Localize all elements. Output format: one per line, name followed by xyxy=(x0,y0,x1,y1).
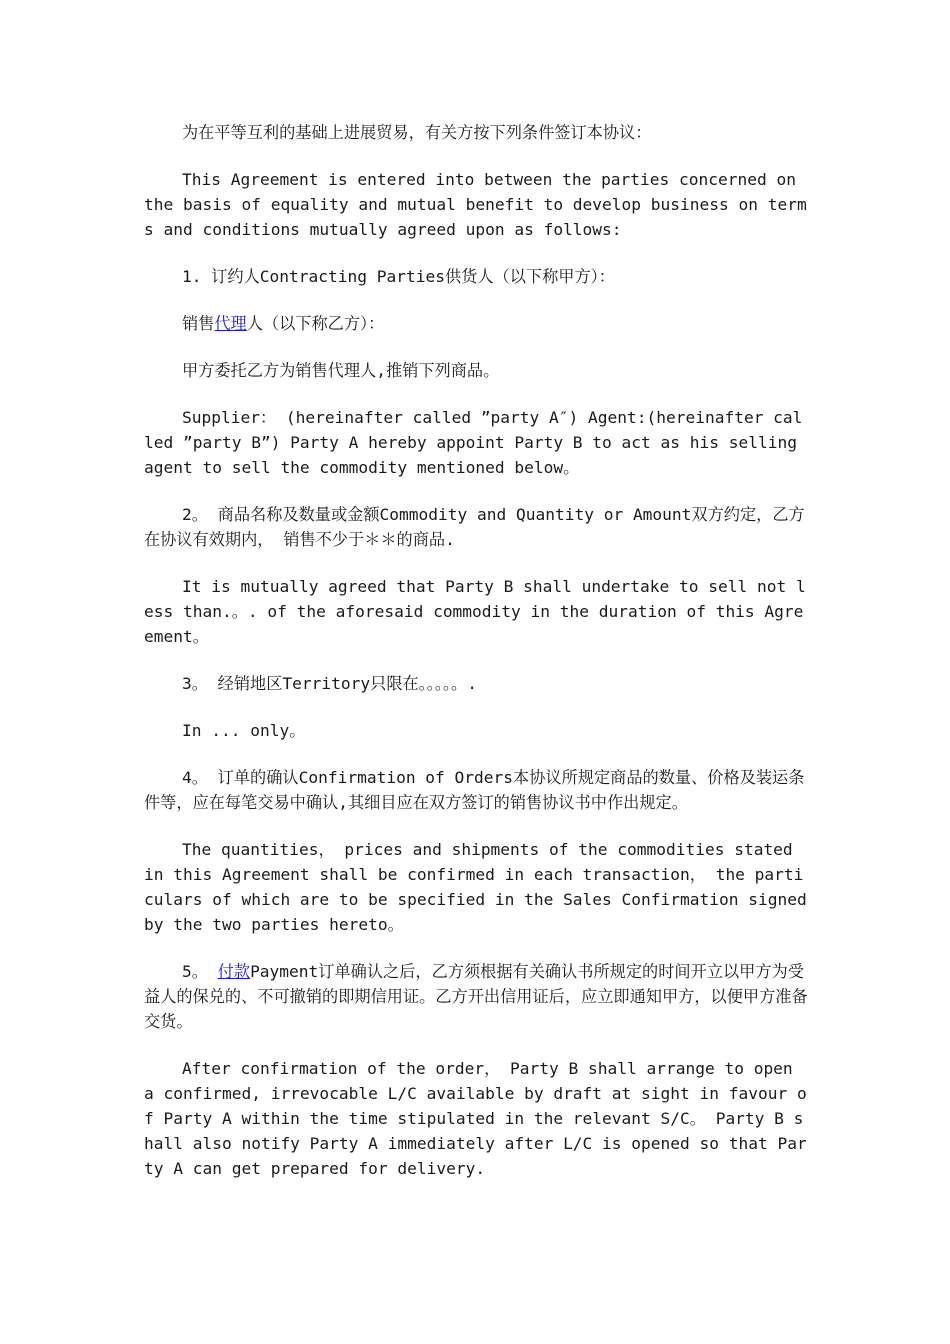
clause-5-en: After confirmation of the order， Party B shall arrange to open a confirmed, irrevocable L/C available by draft at sight in favour of Party A within the time stipulated in the relevant S/C。 Party B shall also notify Party A immediately after L/C is opened so that Party A can get prepared for delivery. xyxy=(144,1059,807,1178)
clause-1-heading: 1. 订约人Contracting Parties供货人（以下称甲方）： xyxy=(182,267,615,286)
clause-5-number: 5。 xyxy=(182,962,218,981)
intro-paragraph-en: This Agreement is entered into between the parties concerned on the basis of equality and mutual benefit to develop business on terms and conditions mutually agreed upon as follows: xyxy=(144,170,807,239)
clause-3-cn: 3。 经销地区Territory只限在。。。。。. xyxy=(182,674,477,693)
party-b-text-before: 销售 xyxy=(182,314,215,333)
clause-3-en: In ... only。 xyxy=(182,721,306,740)
clause-1-party-b xyxy=(144,311,809,336)
clause-2-cn: 2。 商品名称及数量或金额Commodity and Quantity or Amount双方约定，乙方在协议有效期内， 销售不少于＊＊的商品. xyxy=(144,505,805,549)
clause-2-en: It is mutually agreed that Party B shall undertake to sell not less than.。. of the aforesaid commodity in the duration of this Agreement。 xyxy=(144,577,806,646)
clause-4-en: The quantities， prices and shipments of the commodities stated in this Agreement shall be confirmed in each transaction， the particulars of which are to be specified in the Sales Confirmation signed by the two parties hereto。 xyxy=(144,840,807,934)
clause-1-appointment-en: Supplier： (hereinafter called ”party A″) Agent:(hereinafter called ”party B”) Party A hereby appoint Party B to act as his selling agent to sell the commodity mentioned below。 xyxy=(144,408,803,477)
document-body xyxy=(144,120,809,1203)
payment-link[interactable]: 付款 xyxy=(217,962,251,981)
clause-5-cn xyxy=(144,959,809,1034)
intro-paragraph-cn: 为在平等互利的基础上进展贸易，有关方按下列条件签订本协议： xyxy=(182,123,652,142)
clause-5-text: Payment订单确认之后，乙方须根据有关确认书所规定的时间开立以甲方为受益人的保兑的、不可撤销的即期信用证。乙方开出信用证后，应立即通知甲方，以便甲方准备交货。 xyxy=(144,962,808,1031)
agent-link[interactable]: 代理 xyxy=(214,314,247,333)
clause-1-appointment-cn: 甲方委托乙方为销售代理人,推销下列商品。 xyxy=(182,361,500,380)
party-b-text-after: 人（以下称乙方）： xyxy=(246,314,385,333)
clause-4-cn: 4。 订单的确认Confirmation of Orders本协议所规定商品的数量、价格及装运条件等，应在每笔交易中确认,其细目应在双方签订的销售协议书中作出规定。 xyxy=(144,768,805,812)
